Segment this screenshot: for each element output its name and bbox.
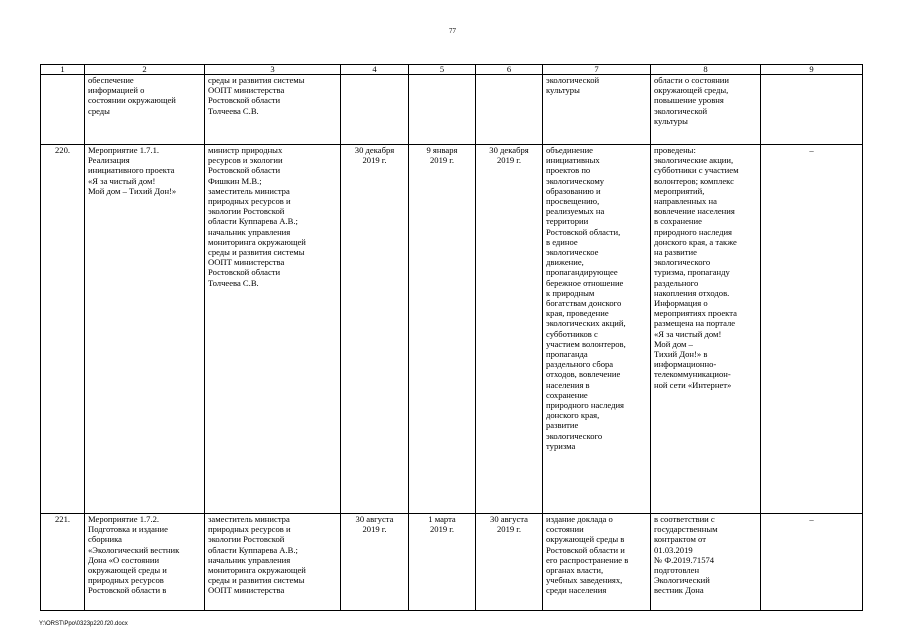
responsible-text: заместитель министра природных ресурсов и экологии Ростовской области Куппарева А.В.; начальник управления мониторинга окружающей среды и развития системы ООПТ министерства bbox=[208, 514, 306, 596]
date-plan-cell: 30 августа 2019 г. bbox=[341, 514, 409, 611]
date-plan-cell: 30 декабря 2019 г. bbox=[341, 145, 409, 514]
column-number: 6 bbox=[476, 65, 543, 75]
column-number: 9 bbox=[761, 65, 863, 75]
column-number-row bbox=[41, 65, 863, 75]
row-number: 220. bbox=[41, 145, 85, 514]
row-number: 221. bbox=[41, 514, 85, 611]
report-table bbox=[40, 64, 863, 611]
page-number: 77 bbox=[449, 27, 456, 35]
responsible-cell: министр природных ресурсов и экологии Ростовской области Фишкин М.В.; заместитель министра природных ресурсов и экологии Ростовской области Куппарева А.В.; начальник управления мониторинга окружающей среды и развития системы ООПТ министерства Ростовской области Толчеева С.В. bbox=[205, 145, 341, 514]
result-plan-cell: объединение инициативных проектов по экологическому образованию и просвещению, реализуемых на территории Ростовской области, в единое экологическое движение, пропагандирующее бережное отношение к природным богатствам донского края, проведение экологических акций, субботников с участием волонтеров, пропаганда раздельного сбора отходов, вовлечение населения в сохранение природного наследия донского края, развитие экологического туризма bbox=[543, 145, 651, 514]
empty-cell bbox=[476, 75, 543, 145]
empty-cell bbox=[761, 75, 863, 145]
table-row bbox=[41, 514, 863, 611]
column-number: 3 bbox=[205, 65, 341, 75]
activity-text: Мероприятие 1.7.2. Подготовка и издание сборника «Экологический вестник Дона «О состоянии окружающей среды и природных ресурсов Ростовской области в bbox=[88, 514, 180, 596]
column-number: 1 bbox=[41, 65, 85, 75]
activity-cell: Мероприятие 1.7.1. Реализация инициативного проекта «Я за чистый дом! Мой дом – Тихий Дон!» bbox=[85, 145, 205, 514]
file-path-footer: Y:\ORST\Ppo\0323p220.f20.docx bbox=[39, 621, 128, 627]
activity-cell: обеспечение информацией о состоянии окружающей среды bbox=[85, 75, 205, 145]
result-plan-cell bbox=[543, 514, 651, 611]
result-fact-text: в соответствии с государственным контрактом от 01.03.2019 № Ф.2019.71574 подготовлен Экологический вестник Дона bbox=[654, 514, 718, 596]
note-cell: – bbox=[761, 514, 863, 611]
responsible-cell: среды и развития системы ООПТ министерства Ростовской области Толчеева С.В. bbox=[205, 75, 341, 145]
responsible-cell bbox=[205, 514, 341, 611]
date-end-cell: 30 декабря 2019 г. bbox=[476, 145, 543, 514]
empty-cell bbox=[41, 75, 85, 145]
activity-cell bbox=[85, 514, 205, 611]
result-plan-cell: экологической культуры bbox=[543, 75, 651, 145]
empty-cell bbox=[409, 75, 476, 145]
result-fact-cell bbox=[651, 514, 761, 611]
empty-cell bbox=[341, 75, 409, 145]
result-fact-cell: проведены: экологические акции, субботники с участием волонтеров; комплекс мероприятий, направленных на вовлечение населения в сохранение природного наследия донского края, а также на развитие экологического туризма, пропаганду раздельного накопления отходов. Информация о мероприятиях проекта размещена на портале «Я за чистый дом! Мой дом – Тихий Дон!» в информационно- телекоммуникацион- ной сети «Интернет» bbox=[651, 145, 761, 514]
table-row bbox=[41, 145, 863, 514]
date-start-cell: 1 марта 2019 г. bbox=[409, 514, 476, 611]
result-plan-text: издание доклада о состоянии окружающей среды в Ростовской области и его распространение в органах власти, учебных заведениях, среди населения bbox=[546, 514, 629, 596]
note-cell: – bbox=[761, 145, 863, 514]
result-fact-cell: области о состоянии окружающей среды, повышение уровня экологической культуры bbox=[651, 75, 761, 145]
continuation-row bbox=[41, 75, 863, 145]
column-number: 7 bbox=[543, 65, 651, 75]
column-number: 2 bbox=[85, 65, 205, 75]
column-number: 5 bbox=[409, 65, 476, 75]
column-number: 4 bbox=[341, 65, 409, 75]
date-end-cell: 30 августа 2019 г. bbox=[476, 514, 543, 611]
column-number: 8 bbox=[651, 65, 761, 75]
date-start-cell: 9 января 2019 г. bbox=[409, 145, 476, 514]
